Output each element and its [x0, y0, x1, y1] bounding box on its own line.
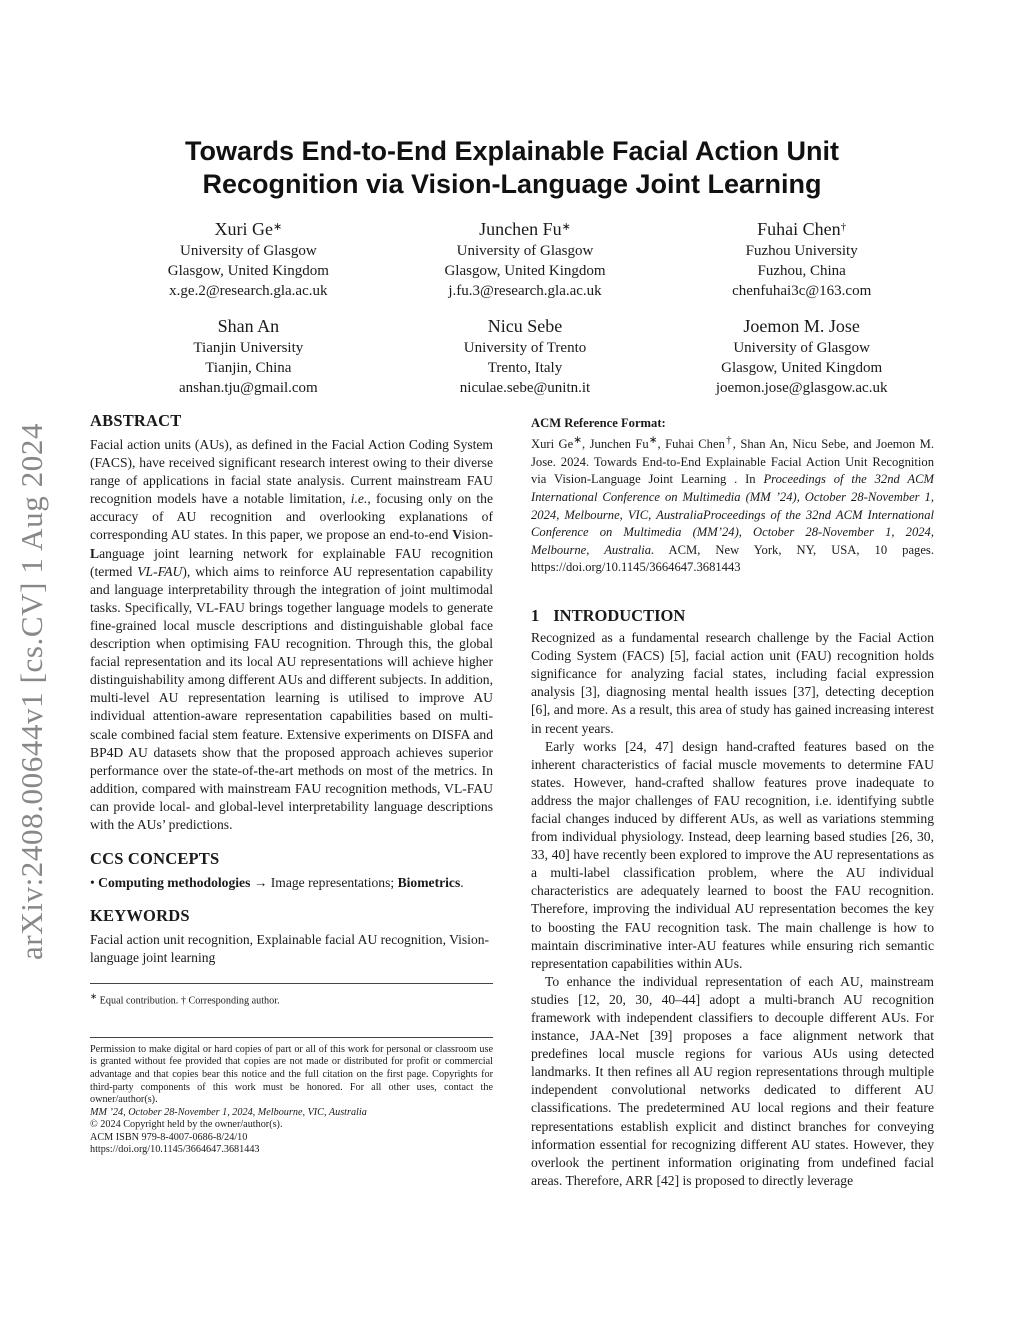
author-affiliation: Tianjin University — [193, 340, 304, 356]
right-column — [531, 415, 934, 1190]
author-block — [110, 217, 387, 301]
paper-title — [120, 135, 904, 201]
acm-reference-text: Xuri Ge∗, Junchen Fu∗, Fuhai Chen†, Shan An, Nicu Sebe, and Joemon M. Jose. 2024. Towards End-to-End Explainable Facial Action Unit Recognition via Vision-Language Joint Learning . In Proceedings of the 32nd ACM International Conference on Multimedia (MM ’24), October 28-November 1, 2024, Melbourne, VIC, AustraliaProceedings of the 32nd ACM International Conference on Multimedia (MM’24), October 28-November 1, 2024, Melbourne, Australia. ACM, New York, NY, USA, 10 pages. https://doi.org/10.1145/3664647.3681443 — [531, 435, 935, 575]
author-email[interactable]: niculae.sebe@unitn.it — [459, 380, 591, 396]
author-mark: † — [840, 221, 847, 233]
intro-paragraph-2: Early works [24, 47] design hand-crafted features based on the inherent characteristics of facial muscle movements to determine FAU states. However, hand-crafted shallow features prove inadequate to address the major challenges of FAU recognition, i.e. identifying subtle facial changes induced by different AUs, as well as variations stemming from individual physiology. Instead, deep learning based studies [26, 30, 33, 40] have recently been explored to improve the AU representations as a multi-label classification problem, where the AU individual characteristics are adequately learned to boost the FAU recognition. Therefore, improving the individual AU representation becomes the key to boosting the FAU recognition task. The main challenge is how to maintain discriminative inter-AU features while ensuring rich semantic representation capabilities within AUs. — [531, 738, 934, 971]
author-location: Glasgow, United Kingdom — [167, 263, 329, 279]
author-name: Shan An — [217, 316, 280, 336]
author-mark: ∗ — [561, 221, 571, 233]
keywords-heading: KEYWORDS — [90, 906, 190, 926]
acm-reference-heading: ACM Reference Format: — [531, 416, 666, 430]
author-email[interactable]: j.fu.3@research.gla.ac.uk — [448, 283, 602, 299]
author-name: Fuhai Chen — [757, 219, 841, 239]
author-location: Tianjin, China — [205, 360, 292, 376]
author-affiliation: Fuzhou University — [745, 243, 858, 259]
permission-notice — [90, 1037, 493, 1157]
author-name: Joemon M. Jose — [743, 316, 860, 336]
author-row-2 — [110, 314, 940, 398]
author-block — [387, 314, 664, 398]
author-email[interactable]: anshan.tju@gmail.com — [178, 380, 318, 396]
abstract-paragraph: Facial action units (AUs), as defined in the Facial Action Coding System (FACS), have received significant research interest owing to their diverse range of applications in facial state analysis. Current mainstream FAU recognition models have a notable limitation, i.e., focusing only on the accuracy of AU recognition and overlooking explanations of corresponding AU states. In this paper, we propose an end-to-end Vision-Language joint learning network for explainable FAU recognition (termed VL-FAU), which aims to reinforce AU representation capability and language interpretability through the integration of joint multimodal tasks. Specifically, VL-FAU brings together language models to generate fine-grained local muscle descriptions and distinguishable global face description when optimising FAU recognition. Through this, the global facial representation and its local AU representations will achieve higher distinguishability among different AUs and different subjects. In addition, multi-level AU representation learning is utilised to improve AU individual attention-aware representation capabilities based on multi-scale combined facial stem feature. Extensive experiments on DISFA and BP4D AU datasets show that the proposed approach achieves superior performance over the state-of-the-art methods on most of the metrics. In addition, compared with mainstream FAU recognition methods, VL-FAU can provide local- and global-level interpretability language descriptions with the AUs’ predictions. — [90, 437, 494, 832]
title-line-1: Towards End-to-End Explainable Facial Action Unit — [184, 136, 840, 166]
permission-text: Permission to make digital or hard copies of part or all of this work for personal or classroom use is granted without fee provided that copies are not made or distributed for profit or commercial advantage and that copies bear this notice and the full citation on the first page. Copyrights for third-party components of this work must be honored. For all other uses, contact the owner/author(s). — [90, 1043, 493, 1106]
author-affiliation: University of Glasgow — [456, 243, 594, 259]
author-block — [110, 314, 387, 398]
doi-link[interactable]: https://doi.org/10.1145/3664647.3681443 — [90, 1144, 260, 1156]
author-email[interactable]: chenfuhai3c@163.com — [732, 283, 872, 299]
author-affiliation: University of Trento — [463, 340, 587, 356]
title-line-2: Recognition via Vision-Language Joint Learning — [202, 169, 822, 199]
author-email[interactable]: joemon.jose@glasgow.ac.uk — [715, 380, 888, 396]
intro-paragraph-1: Recognized as a fundamental research challenge by the Facial Action Coding System (FACS) [5], facial action unit (FAU) recognition holds significance for analyzing facial states, including facial expression analysis [3], diagnosing mental health issues [37], detecting deception [6], and more. As a result, this area of study has gained increasing interest in recent years. — [531, 630, 934, 736]
keywords-text: Facial action unit recognition, Explainable facial AU recognition, Vision-language joint learning — [90, 932, 490, 966]
section-title: INTRODUCTION — [553, 605, 686, 625]
author-affiliation: University of Glasgow — [180, 243, 317, 259]
section-number: 1 — [531, 605, 540, 625]
author-name: Nicu Sebe — [487, 316, 563, 336]
author-block — [663, 217, 940, 301]
abstract-heading: ABSTRACT — [90, 411, 182, 430]
author-name: Junchen Fu — [479, 219, 562, 239]
ccs-concepts-list: • Computing methodologies → Image representations; Biometrics. — [90, 875, 464, 891]
intro-paragraph-3: To enhance the individual representation of each AU, mainstream studies [12, 20, 30, 40–44] adopt a multi-branch AU recognition framework with independent classifiers to decouple different AUs. For instance, JAA-Net [39] proposes a face alignment network that predefines local muscle regions for various AUs using detected landmarks. It then refines all AU region representations through multiple independent convolutional networks dedicated to different AU classifications. The predetermined AU local regions and their feature representations establish explicit and distinct branches for conveying information essential for recognizing different AU states. However, they overlook the pertinent information originating from undefined facial areas. Therefore, ARR [42] is proposed to directly leverage — [531, 973, 934, 1188]
author-block — [663, 314, 940, 398]
left-column — [90, 410, 493, 1157]
author-location: Glasgow, United Kingdom — [444, 263, 606, 279]
author-email[interactable]: x.ge.2@research.gla.ac.uk — [169, 283, 328, 299]
arxiv-identifier-stamp: arXiv:2408.00644v1 [cs.CV] 1 Aug 2024 — [14, 422, 49, 960]
footnote-divider — [90, 983, 493, 984]
author-location: Glasgow, United Kingdom — [721, 360, 883, 376]
author-location: Trento, Italy — [487, 360, 563, 376]
author-row-1 — [110, 217, 940, 301]
author-block — [387, 217, 664, 301]
author-mark: ∗ — [272, 221, 283, 233]
ccs-concepts-heading: CCS CONCEPTS — [90, 849, 220, 869]
author-name: Xuri Ge — [214, 219, 273, 239]
footnote: ∗ Equal contribution. † Corresponding author. — [90, 991, 280, 1007]
author-location: Fuzhou, China — [757, 263, 846, 279]
copyright-line: © 2024 Copyright held by the owner/author(s). — [90, 1119, 283, 1131]
isbn-line: ACM ISBN 979-8-4007-0686-8/24/10 — [90, 1131, 248, 1143]
venue-line: MM ’24, October 28-November 1, 2024, Melbourne, VIC, Australia — [90, 1106, 367, 1118]
author-affiliation: University of Glasgow — [733, 340, 870, 356]
introduction-heading — [531, 607, 934, 625]
